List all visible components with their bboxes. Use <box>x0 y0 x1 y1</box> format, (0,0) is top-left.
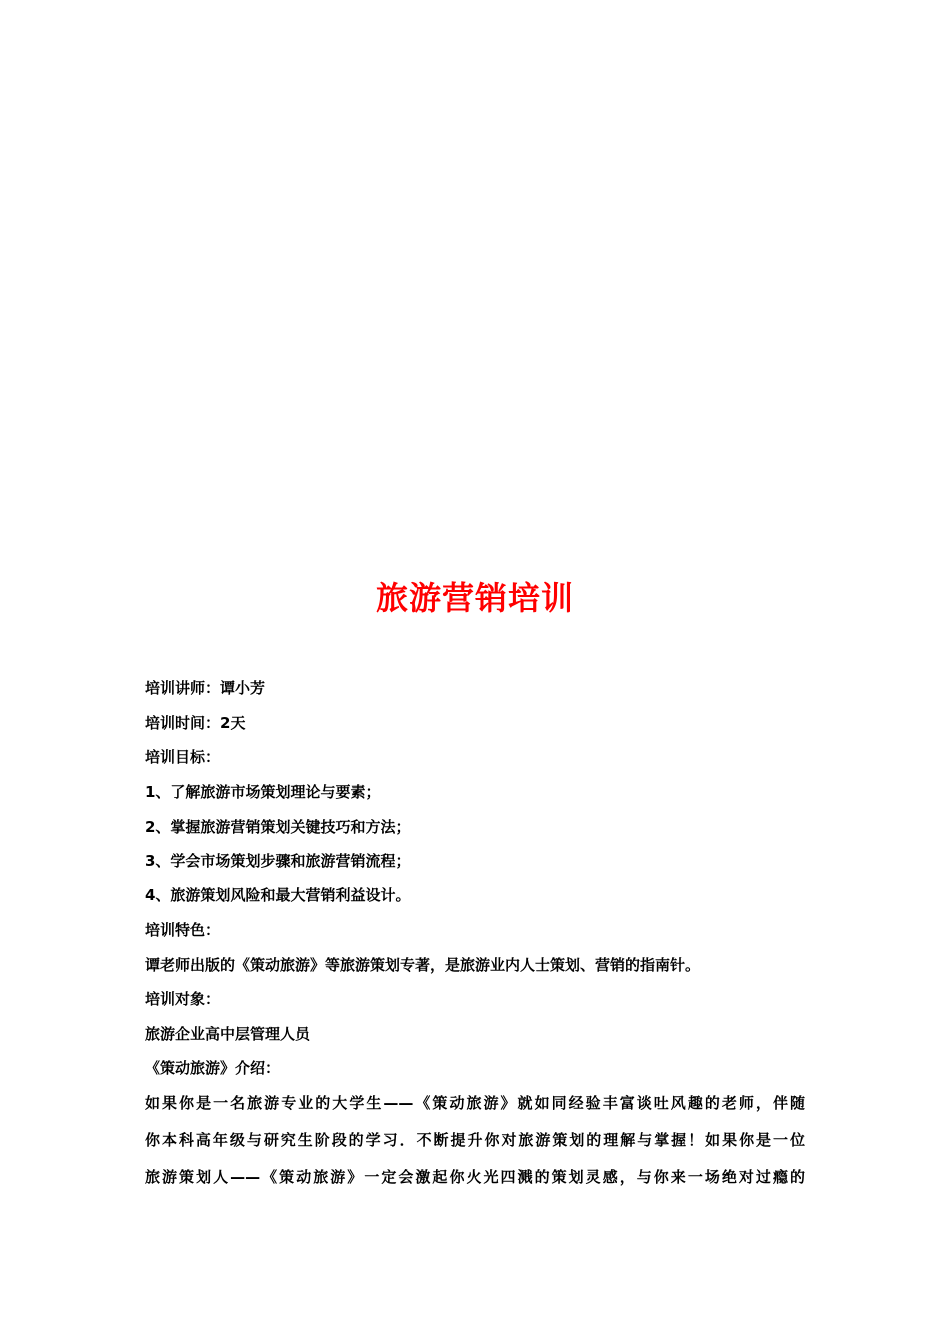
intro-paragraph-line-3: 旅游策划人——《策动旅游》一定会激起你火光四溅的策划灵感，与你来一场绝对过瘾的 <box>145 1168 805 1186</box>
book-intro-heading: 《策动旅游》介绍： <box>145 1059 281 1077</box>
features-text: 谭老师出版的《策动旅游》等旅游策划专著，是旅游业内人士策划、营销的指南针。 <box>145 956 701 974</box>
goal-item-3: 3、学会市场策划步骤和旅游营销流程； <box>145 852 411 870</box>
goal-item-1: 1、了解旅游市场策划理论与要素； <box>145 783 381 801</box>
goal-item-4: 4、旅游策划风险和最大营销利益设计。 <box>145 886 411 904</box>
features-heading: 培训特色： <box>145 921 221 939</box>
goals-heading: 培训目标： <box>145 748 221 766</box>
audience-heading: 培训对象： <box>145 990 221 1008</box>
intro-paragraph-line-1: 如果你是一名旅游专业的大学生——《策动旅游》就如同经验丰富谈吐风趣的老师，伴随 <box>145 1094 805 1112</box>
duration-line: 培训时间：2天 <box>145 714 246 732</box>
lecturer-line: 培训讲师：谭小芳 <box>145 679 266 697</box>
document-title: 旅游营销培训 <box>375 579 574 617</box>
intro-paragraph-line-2: 你本科高年级与研究生阶段的学习．不断提升你对旅游策划的理解与掌握！如果你是一位 <box>145 1131 805 1149</box>
goal-item-2: 2、掌握旅游营销策划关键技巧和方法； <box>145 818 411 836</box>
audience-text: 旅游企业高中层管理人员 <box>145 1025 311 1043</box>
